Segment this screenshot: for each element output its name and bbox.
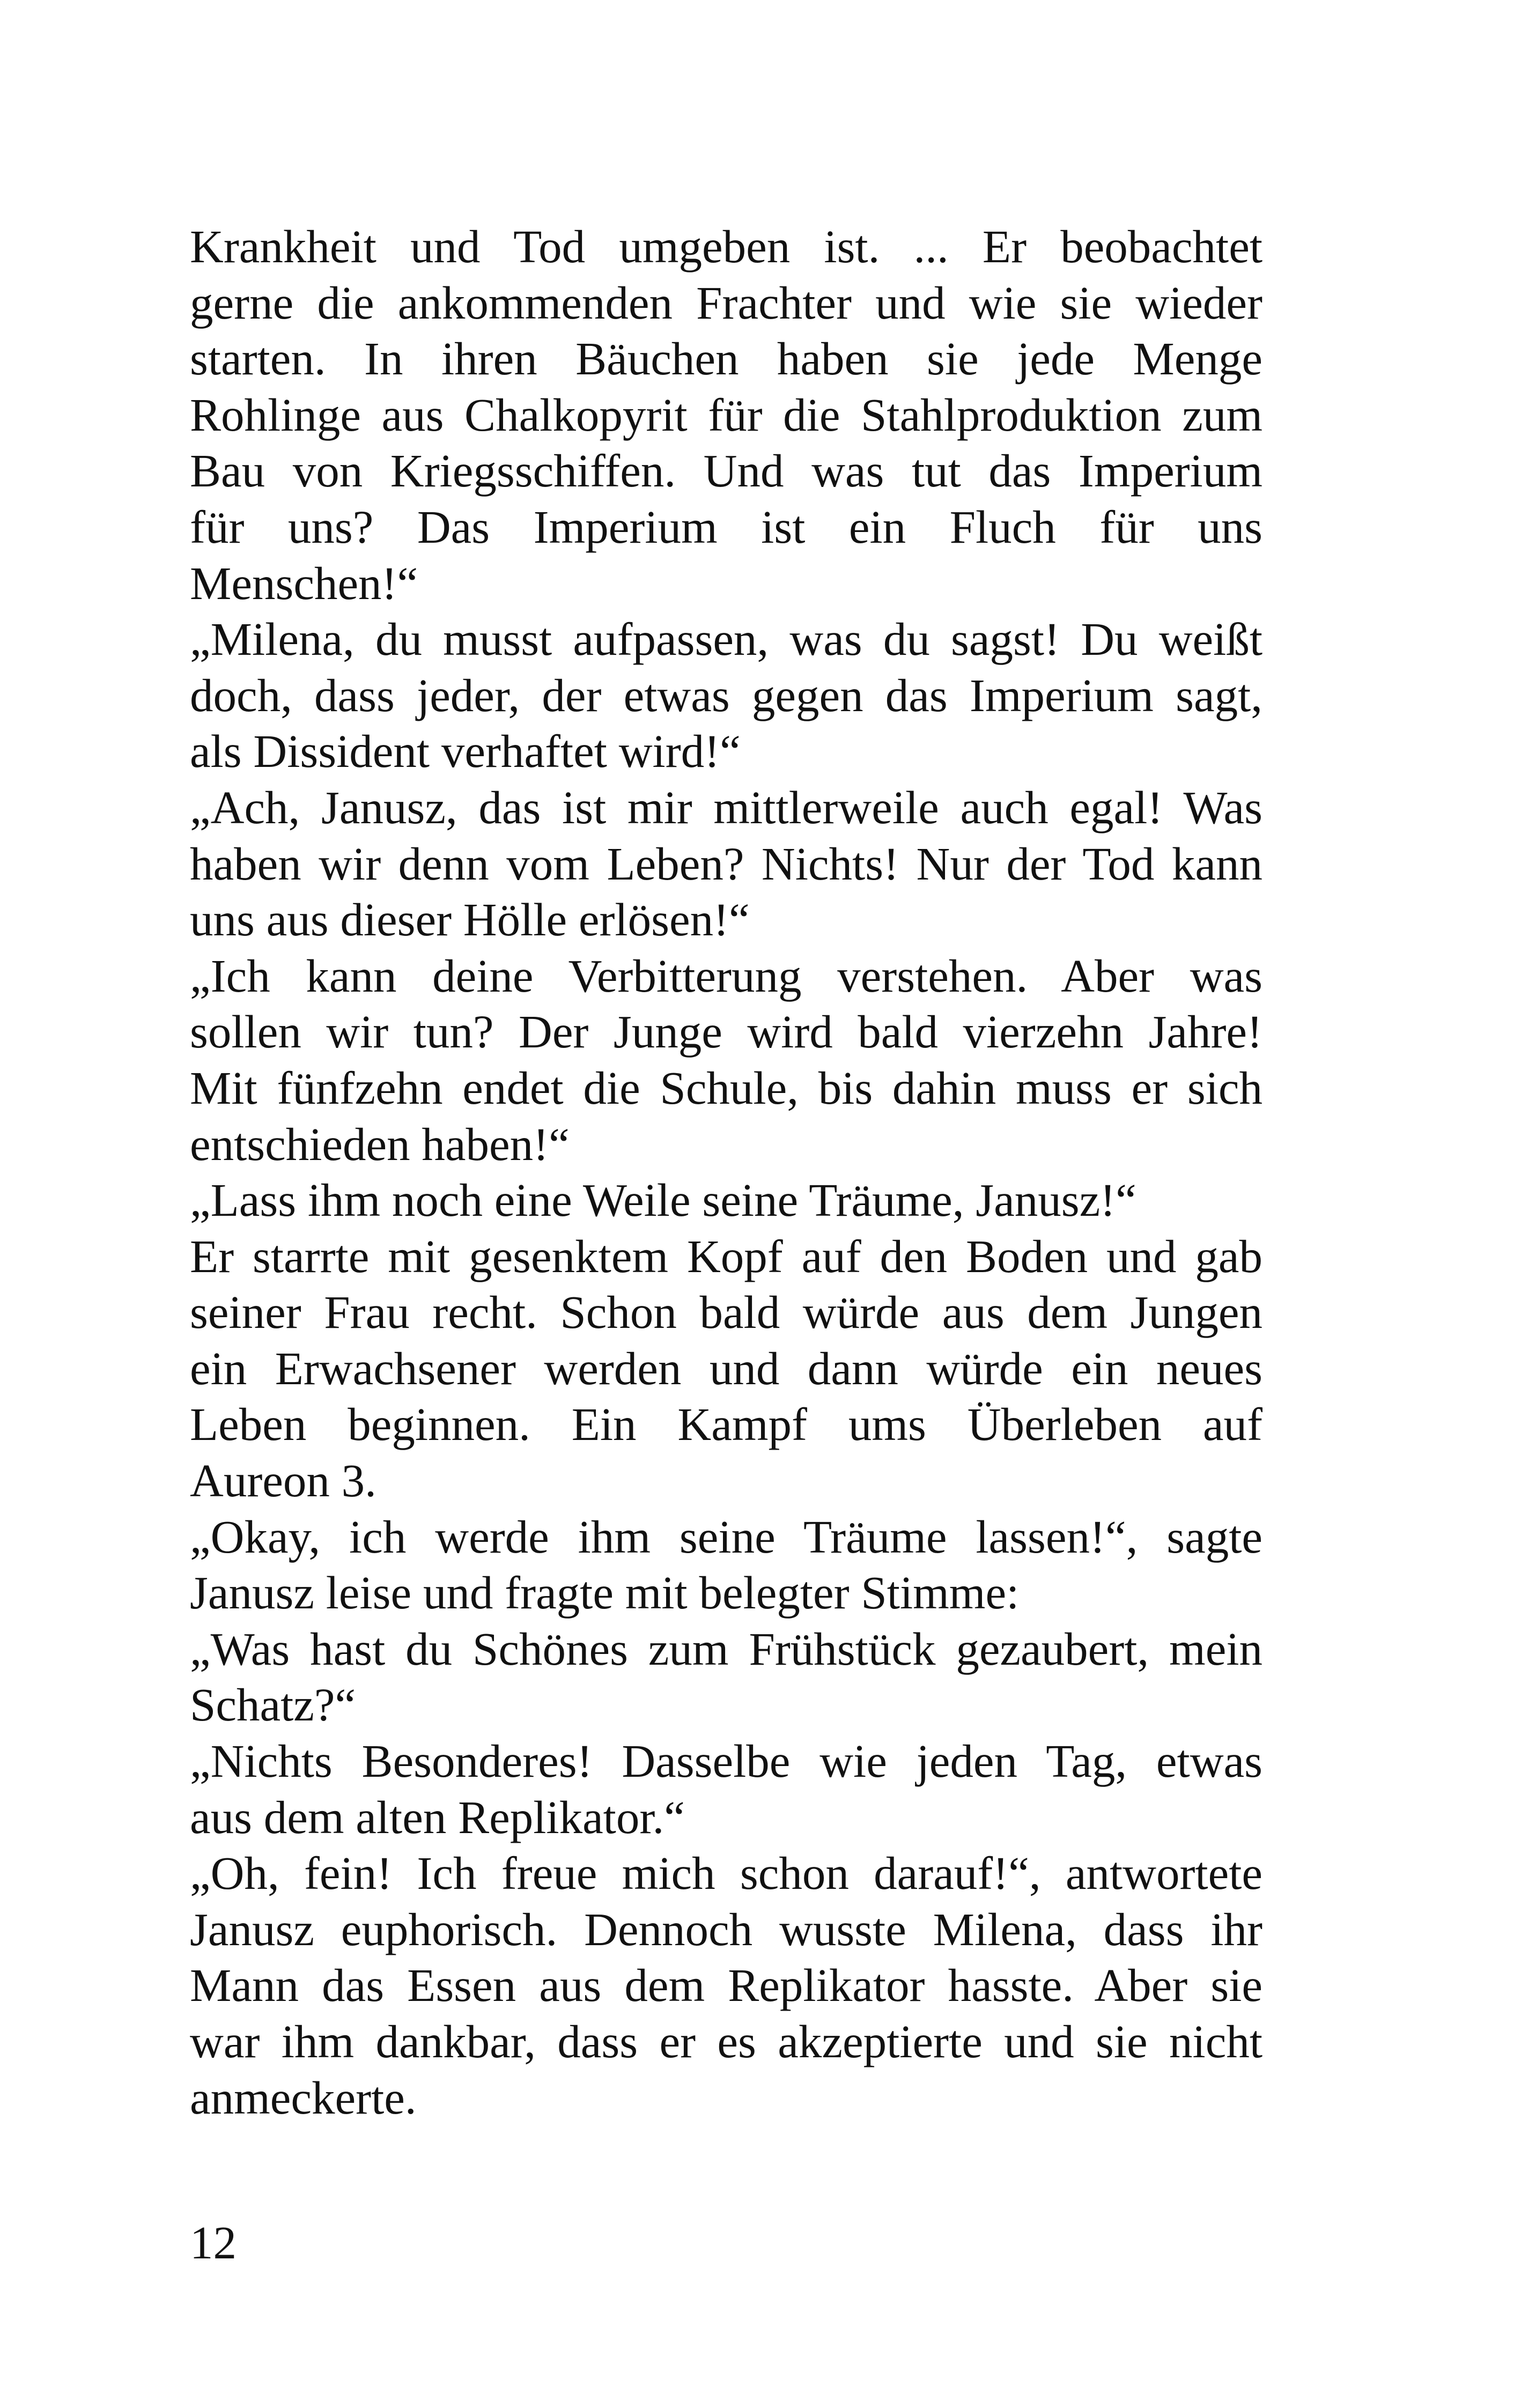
text-line: „Lass ihm noch eine Weile seine Träume, Janusz!“	[190, 1174, 1136, 1227]
text-line: „Ich kann deine Verbitterung verstehen. Aber was	[190, 949, 1262, 1002]
body-text	[190, 219, 1262, 2126]
text-line: Er starrte mit gesenktem Kopf auf den Boden und gab	[190, 1230, 1262, 1282]
text-line: für uns? Das Imperium ist ein Fluch für uns	[190, 500, 1262, 553]
text-line: Rohlinge aus Chalkopyrit für die Stahlproduktion zum	[190, 388, 1262, 441]
text-line: als Dissident verhaftet wird!“	[190, 725, 741, 778]
text-line: aus dem alten Replikator.“	[190, 1791, 685, 1843]
text-line: gerne die ankommenden Frachter und wie sie wieder	[190, 276, 1262, 329]
text-line: „Milena, du musst aufpassen, was du sagst! Du weißt	[190, 613, 1262, 666]
text-line: Schatz?“	[190, 1679, 356, 1731]
text-line: doch, dass jeder, der etwas gegen das Imperium sagt,	[190, 669, 1262, 721]
text-line: Mann das Essen aus dem Replikator hasste. Aber sie	[190, 1959, 1262, 2012]
text-line: haben wir denn vom Leben? Nichts! Nur der Tod kann	[190, 837, 1262, 890]
text-line: Mit fünfzehn endet die Schule, bis dahin muss er sich	[190, 1061, 1262, 1114]
text-line: „Was hast du Schönes zum Frühstück gezaubert, mein	[190, 1622, 1262, 1675]
text-line: „Oh, fein! Ich freue mich schon darauf!“, antwortete	[190, 1847, 1262, 1900]
text-line: ein Erwachsener werden und dann würde ein neues	[190, 1342, 1262, 1394]
text-line: starten. In ihren Bäuchen haben sie jede Menge	[190, 333, 1262, 385]
text-line: Bau von Kriegsschiffen. Und was tut das Imperium	[190, 445, 1262, 497]
text-line: seiner Frau recht. Schon bald würde aus dem Jungen	[190, 1286, 1262, 1339]
text-line: war ihm dankbar, dass er es akzeptierte und sie nicht	[190, 2015, 1262, 2067]
text-line: „Nichts Besonderes! Dasselbe wie jeden Tag, etwas	[190, 1735, 1262, 1787]
text-line: Menschen!“	[190, 557, 418, 609]
text-line: „Okay, ich werde ihm seine Träume lassen!“, sagte	[190, 1510, 1262, 1563]
text-line: uns aus dieser Hölle erlösen!“	[190, 893, 750, 946]
text-line: anmeckerte.	[190, 2071, 417, 2124]
text-line: Janusz euphorisch. Dennoch wusste Milena, dass ihr	[190, 1903, 1262, 1955]
text-line: Aureon 3.	[190, 1454, 376, 1507]
text-line: entschieden haben!“	[190, 1118, 570, 1170]
text-line: Janusz leise und fragte mit belegter Stimme:	[190, 1567, 1020, 1619]
text-line: Krankheit und Tod umgeben ist. ... Er beobachtet	[190, 220, 1262, 272]
page-number: 12	[190, 2217, 237, 2269]
text-line: Leben beginnen. Ein Kampf ums Überleben auf	[190, 1398, 1262, 1451]
text-line: „Ach, Janusz, das ist mir mittlerweile auch egal! Was	[190, 781, 1262, 833]
text-line: sollen wir tun? Der Junge wird bald vierzehn Jahre!	[190, 1006, 1262, 1058]
